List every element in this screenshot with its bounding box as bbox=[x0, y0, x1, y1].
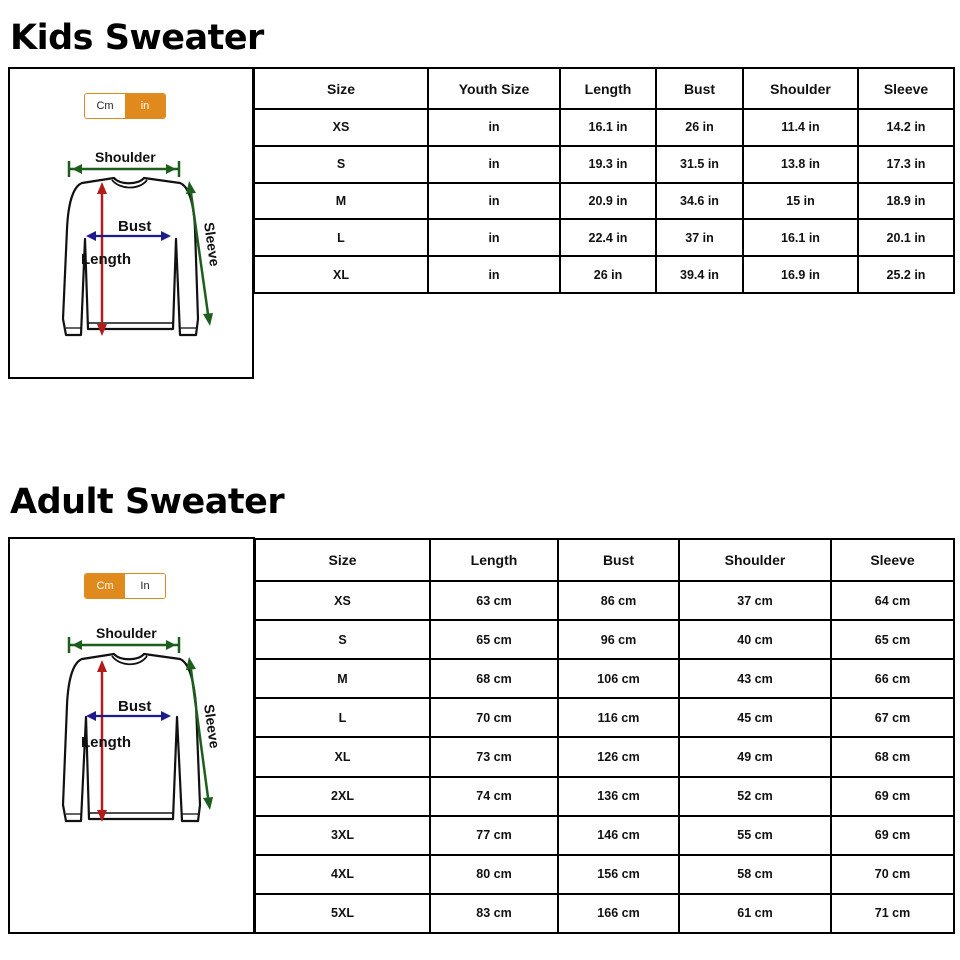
measurement-cell: 16.1 in bbox=[743, 219, 858, 256]
adult-size-table bbox=[254, 538, 955, 934]
table-row bbox=[254, 256, 954, 293]
size-cell: XS bbox=[254, 109, 428, 146]
table-row bbox=[254, 109, 954, 146]
kids-cm-option[interactable]: Cm bbox=[85, 94, 125, 118]
measurement-cell: 15 in bbox=[743, 183, 858, 220]
measurement-cell: in bbox=[428, 146, 560, 183]
measurement-cell: 74 cm bbox=[430, 777, 558, 816]
measurement-cell: in bbox=[428, 109, 560, 146]
size-cell: S bbox=[255, 620, 430, 659]
bust-label: Bust bbox=[118, 218, 152, 235]
adult-illustration-panel bbox=[8, 537, 255, 934]
table-row bbox=[255, 737, 954, 776]
measurement-cell: 39.4 in bbox=[656, 256, 743, 293]
measurement-cell: 73 cm bbox=[430, 737, 558, 776]
measurement-cell: 55 cm bbox=[679, 816, 831, 855]
shoulder-label: Shoulder bbox=[96, 625, 157, 641]
table-row bbox=[255, 816, 954, 855]
measurement-cell: 64 cm bbox=[831, 581, 954, 620]
measurement-cell: 52 cm bbox=[679, 777, 831, 816]
measurement-cell: 40 cm bbox=[679, 620, 831, 659]
column-header: Youth Size bbox=[428, 68, 560, 109]
sleeve-label: Sleeve bbox=[201, 703, 224, 750]
measurement-cell: 71 cm bbox=[831, 894, 954, 933]
table-row bbox=[255, 698, 954, 737]
adult-sweater-diagram bbox=[10, 539, 253, 932]
measurement-cell: 77 cm bbox=[430, 816, 558, 855]
table-row bbox=[255, 581, 954, 620]
measurement-cell: 68 cm bbox=[430, 659, 558, 698]
column-header: Size bbox=[254, 68, 428, 109]
column-header: Size bbox=[255, 539, 430, 581]
table-row bbox=[254, 146, 954, 183]
size-cell: S bbox=[254, 146, 428, 183]
measurement-cell: 22.4 in bbox=[560, 219, 656, 256]
measurement-cell: in bbox=[428, 219, 560, 256]
measurement-cell: 20.9 in bbox=[560, 183, 656, 220]
measurement-cell: 106 cm bbox=[558, 659, 679, 698]
measurement-cell: 156 cm bbox=[558, 855, 679, 894]
size-cell: XS bbox=[255, 581, 430, 620]
measurement-cell: 58 cm bbox=[679, 855, 831, 894]
measurement-cell: 26 in bbox=[560, 256, 656, 293]
length-label: Length bbox=[81, 251, 131, 268]
measurement-cell: 69 cm bbox=[831, 816, 954, 855]
measurement-cell: 25.2 in bbox=[858, 256, 954, 293]
size-cell: M bbox=[255, 659, 430, 698]
size-cell: 2XL bbox=[255, 777, 430, 816]
size-cell: L bbox=[254, 219, 428, 256]
measurement-cell: 18.9 in bbox=[858, 183, 954, 220]
size-cell: 5XL bbox=[255, 894, 430, 933]
measurement-cell: 166 cm bbox=[558, 894, 679, 933]
kids-section-title: Kids Sweater bbox=[10, 18, 264, 58]
measurement-cell: 45 cm bbox=[679, 698, 831, 737]
measurement-cell: 136 cm bbox=[558, 777, 679, 816]
column-header: Length bbox=[430, 539, 558, 581]
measurement-cell: 16.1 in bbox=[560, 109, 656, 146]
size-cell: XL bbox=[254, 256, 428, 293]
measurement-cell: 17.3 in bbox=[858, 146, 954, 183]
measurement-cell: 67 cm bbox=[831, 698, 954, 737]
measurement-cell: 20.1 in bbox=[858, 219, 954, 256]
measurement-cell: 43 cm bbox=[679, 659, 831, 698]
measurement-cell: 63 cm bbox=[430, 581, 558, 620]
column-header: Sleeve bbox=[858, 68, 954, 109]
measurement-cell: 61 cm bbox=[679, 894, 831, 933]
measurement-cell: 68 cm bbox=[831, 737, 954, 776]
measurement-cell: in bbox=[428, 256, 560, 293]
measurement-cell: 37 in bbox=[656, 219, 743, 256]
column-header: Shoulder bbox=[743, 68, 858, 109]
measurement-cell: 116 cm bbox=[558, 698, 679, 737]
size-cell: XL bbox=[255, 737, 430, 776]
measurement-cell: 14.2 in bbox=[858, 109, 954, 146]
measurement-cell: 11.4 in bbox=[743, 109, 858, 146]
measurement-cell: 83 cm bbox=[430, 894, 558, 933]
size-cell: 3XL bbox=[255, 816, 430, 855]
measurement-cell: 19.3 in bbox=[560, 146, 656, 183]
measurement-cell: 70 cm bbox=[831, 855, 954, 894]
size-cell: M bbox=[254, 183, 428, 220]
kids-header-row bbox=[254, 68, 954, 109]
adult-cm-option[interactable]: Cm bbox=[85, 574, 125, 598]
measurement-cell: 126 cm bbox=[558, 737, 679, 776]
kids-illustration-panel bbox=[8, 67, 254, 379]
measurement-cell: 34.6 in bbox=[656, 183, 743, 220]
measurement-cell: 37 cm bbox=[679, 581, 831, 620]
adult-section-title: Adult Sweater bbox=[10, 482, 285, 522]
measurement-cell: 70 cm bbox=[430, 698, 558, 737]
column-header: Bust bbox=[656, 68, 743, 109]
table-row bbox=[254, 183, 954, 220]
measurement-cell: 69 cm bbox=[831, 777, 954, 816]
table-row bbox=[255, 620, 954, 659]
measurement-cell: 146 cm bbox=[558, 816, 679, 855]
size-cell: 4XL bbox=[255, 855, 430, 894]
measurement-cell: 13.8 in bbox=[743, 146, 858, 183]
adult-header-row bbox=[255, 539, 954, 581]
table-row bbox=[255, 894, 954, 933]
measurement-cell: 49 cm bbox=[679, 737, 831, 776]
column-header: Bust bbox=[558, 539, 679, 581]
table-row bbox=[255, 777, 954, 816]
measurement-cell: 80 cm bbox=[430, 855, 558, 894]
bust-label: Bust bbox=[118, 698, 152, 715]
measurement-cell: 26 in bbox=[656, 109, 743, 146]
column-header: Shoulder bbox=[679, 539, 831, 581]
table-row bbox=[255, 659, 954, 698]
measurement-cell: 96 cm bbox=[558, 620, 679, 659]
sleeve-label: Sleeve bbox=[201, 221, 224, 268]
size-cell: L bbox=[255, 698, 430, 737]
measurement-cell: 31.5 in bbox=[656, 146, 743, 183]
measurement-cell: in bbox=[428, 183, 560, 220]
measurement-cell: 65 cm bbox=[430, 620, 558, 659]
adult-in-option[interactable]: In bbox=[125, 574, 165, 598]
shoulder-label: Shoulder bbox=[95, 149, 156, 165]
length-label: Length bbox=[81, 734, 131, 751]
table-row bbox=[254, 219, 954, 256]
measurement-cell: 86 cm bbox=[558, 581, 679, 620]
kids-size-table bbox=[253, 67, 955, 294]
table-row bbox=[255, 855, 954, 894]
measurement-cell: 16.9 in bbox=[743, 256, 858, 293]
measurement-cell: 65 cm bbox=[831, 620, 954, 659]
measurement-cell: 66 cm bbox=[831, 659, 954, 698]
kids-sweater-diagram bbox=[10, 69, 252, 377]
kids-in-option[interactable]: in bbox=[125, 94, 165, 118]
column-header: Length bbox=[560, 68, 656, 109]
column-header: Sleeve bbox=[831, 539, 954, 581]
